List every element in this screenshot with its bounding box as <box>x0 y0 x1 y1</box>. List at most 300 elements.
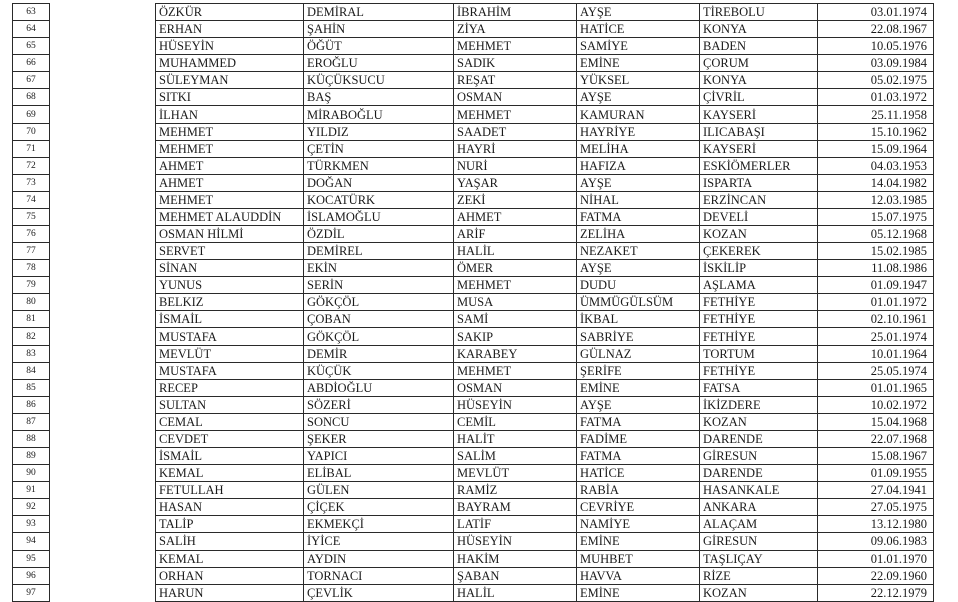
first-name-cell: TALİP <box>156 516 304 533</box>
row-number-cell: 86 <box>13 396 50 413</box>
first-name-cell: KEMAL <box>156 465 304 482</box>
father-name-cell: SAKIP <box>454 328 577 345</box>
father-name-cell: HÜSEYİN <box>454 533 577 550</box>
birthplace-cell: GİRESUN <box>700 448 818 465</box>
father-name-cell: İBRAHİM <box>454 4 577 21</box>
birthplace-cell: ESKİÖMERLER <box>700 157 818 174</box>
row-number-row <box>13 277 50 294</box>
mother-name-cell: SAMİYE <box>577 38 700 55</box>
table-row <box>156 430 934 447</box>
first-name-cell: İSMAİL <box>156 311 304 328</box>
first-name-cell: YUNUS <box>156 277 304 294</box>
father-name-cell: OSMAN <box>454 379 577 396</box>
surname-cell: DEMİR <box>304 345 454 362</box>
row-number-row <box>13 226 50 243</box>
surname-cell: GÖKÇÖL <box>304 294 454 311</box>
row-number-row <box>13 567 50 584</box>
table-row <box>156 208 934 225</box>
birthplace-cell: KONYA <box>700 72 818 89</box>
row-number-body <box>13 4 50 602</box>
first-name-cell: MUSTAFA <box>156 328 304 345</box>
father-name-cell: SALİM <box>454 448 577 465</box>
mother-name-cell: MUHBET <box>577 550 700 567</box>
birthdate-cell: 13.12.1980 <box>818 516 934 533</box>
birthplace-cell: KOZAN <box>700 226 818 243</box>
birthplace-cell: KOZAN <box>700 584 818 601</box>
row-number-row <box>13 38 50 55</box>
first-name-cell: MEHMET <box>156 191 304 208</box>
table-row <box>156 311 934 328</box>
person-table-body <box>156 4 934 602</box>
table-row <box>156 123 934 140</box>
row-number-cell: 63 <box>13 4 50 21</box>
birthdate-cell: 01.01.1972 <box>818 294 934 311</box>
first-name-cell: BELKIZ <box>156 294 304 311</box>
mother-name-cell: ŞERİFE <box>577 362 700 379</box>
surname-cell: AYDIN <box>304 550 454 567</box>
birthplace-cell: AŞLAMA <box>700 277 818 294</box>
father-name-cell: HALİL <box>454 584 577 601</box>
first-name-cell: FETULLAH <box>156 482 304 499</box>
table-row <box>156 533 934 550</box>
birthdate-cell: 15.04.1968 <box>818 413 934 430</box>
table-row <box>156 89 934 106</box>
row-number-row <box>13 430 50 447</box>
mother-name-cell: EMİNE <box>577 533 700 550</box>
row-number-cell: 79 <box>13 277 50 294</box>
surname-cell: ABDİOĞLU <box>304 379 454 396</box>
first-name-cell: ERHAN <box>156 21 304 38</box>
father-name-cell: CEMİL <box>454 413 577 430</box>
birthplace-cell: FETHİYE <box>700 328 818 345</box>
row-number-column <box>12 3 50 602</box>
birthplace-cell: RİZE <box>700 567 818 584</box>
birthplace-cell: ÇEKEREK <box>700 243 818 260</box>
birthplace-cell: HASANKALE <box>700 482 818 499</box>
row-number-cell: 72 <box>13 157 50 174</box>
birthdate-cell: 14.04.1982 <box>818 174 934 191</box>
row-number-row <box>13 72 50 89</box>
birthplace-cell: BADEN <box>700 38 818 55</box>
surname-cell: SÖZERİ <box>304 396 454 413</box>
surname-cell: ŞAHİN <box>304 21 454 38</box>
birthplace-cell: GİRESUN <box>700 533 818 550</box>
surname-cell: YAPICI <box>304 448 454 465</box>
row-number-cell: 88 <box>13 430 50 447</box>
row-number-cell: 71 <box>13 140 50 157</box>
birthdate-cell: 22.08.1967 <box>818 21 934 38</box>
mother-name-cell: HAFIZA <box>577 157 700 174</box>
person-table <box>155 3 934 602</box>
surname-cell: GÜLEN <box>304 482 454 499</box>
first-name-cell: SÜLEYMAN <box>156 72 304 89</box>
row-number-row <box>13 396 50 413</box>
birthplace-cell: ÇİVRİL <box>700 89 818 106</box>
surname-cell: ŞEKER <box>304 430 454 447</box>
father-name-cell: BAYRAM <box>454 499 577 516</box>
row-number-row <box>13 311 50 328</box>
birthplace-cell: TİREBOLU <box>700 4 818 21</box>
row-number-row <box>13 413 50 430</box>
birthdate-cell: 22.07.1968 <box>818 430 934 447</box>
first-name-cell: AHMET <box>156 174 304 191</box>
father-name-cell: SAMİ <box>454 311 577 328</box>
table-row <box>156 157 934 174</box>
mother-name-cell: AYŞE <box>577 4 700 21</box>
table-row <box>156 516 934 533</box>
birthdate-cell: 15.02.1985 <box>818 243 934 260</box>
row-number-cell: 81 <box>13 311 50 328</box>
surname-cell: ELİBAL <box>304 465 454 482</box>
birthplace-cell: DEVELİ <box>700 208 818 225</box>
surname-cell: EROĞLU <box>304 55 454 72</box>
birthplace-cell: KAYSERİ <box>700 140 818 157</box>
table-row <box>156 191 934 208</box>
father-name-cell: SAADET <box>454 123 577 140</box>
row-number-cell: 65 <box>13 38 50 55</box>
father-name-cell: HALİT <box>454 430 577 447</box>
row-number-row <box>13 243 50 260</box>
first-name-cell: MUHAMMED <box>156 55 304 72</box>
row-number-row <box>13 21 50 38</box>
table-row <box>156 21 934 38</box>
row-number-cell: 87 <box>13 413 50 430</box>
birthdate-cell: 15.09.1964 <box>818 140 934 157</box>
row-number-cell: 64 <box>13 21 50 38</box>
birthplace-cell: TORTUM <box>700 345 818 362</box>
mother-name-cell: FATMA <box>577 448 700 465</box>
surname-cell: MİRABOĞLU <box>304 106 454 123</box>
table-row <box>156 294 934 311</box>
surname-cell: ÇOBAN <box>304 311 454 328</box>
first-name-cell: CEMAL <box>156 413 304 430</box>
birthdate-cell: 12.03.1985 <box>818 191 934 208</box>
mother-name-cell: SABRİYE <box>577 328 700 345</box>
row-number-cell: 84 <box>13 362 50 379</box>
birthplace-cell: ILICABAŞI <box>700 123 818 140</box>
row-number-row <box>13 533 50 550</box>
father-name-cell: HALİL <box>454 243 577 260</box>
row-number-cell: 67 <box>13 72 50 89</box>
row-number-row <box>13 465 50 482</box>
birthplace-cell: TAŞLIÇAY <box>700 550 818 567</box>
birthplace-cell: ISPARTA <box>700 174 818 191</box>
first-name-cell: İLHAN <box>156 106 304 123</box>
father-name-cell: MEHMET <box>454 106 577 123</box>
mother-name-cell: KAMURAN <box>577 106 700 123</box>
birthplace-cell: ANKARA <box>700 499 818 516</box>
birthplace-cell: KONYA <box>700 21 818 38</box>
row-number-row <box>13 55 50 72</box>
table-row <box>156 413 934 430</box>
birthplace-cell: ERZİNCAN <box>700 191 818 208</box>
surname-cell: ÖZDİL <box>304 226 454 243</box>
father-name-cell: MEHMET <box>454 277 577 294</box>
first-name-cell: MEHMET <box>156 123 304 140</box>
row-number-cell: 96 <box>13 567 50 584</box>
father-name-cell: ZEKİ <box>454 191 577 208</box>
row-number-row <box>13 550 50 567</box>
row-number-row <box>13 482 50 499</box>
row-number-row <box>13 584 50 601</box>
surname-cell: SONCU <box>304 413 454 430</box>
mother-name-cell: FATMA <box>577 208 700 225</box>
row-number-cell: 97 <box>13 584 50 601</box>
first-name-cell: OSMAN HİLMİ <box>156 226 304 243</box>
birthdate-cell: 01.01.1965 <box>818 379 934 396</box>
father-name-cell: MEHMET <box>454 362 577 379</box>
birthplace-cell: İKİZDERE <box>700 396 818 413</box>
mother-name-cell: AYŞE <box>577 174 700 191</box>
mother-name-cell: EMİNE <box>577 584 700 601</box>
mother-name-cell: GÜLNAZ <box>577 345 700 362</box>
father-name-cell: MEVLÜT <box>454 465 577 482</box>
row-number-cell: 93 <box>13 516 50 533</box>
row-number-row <box>13 328 50 345</box>
table-row <box>156 465 934 482</box>
birthdate-cell: 15.10.1962 <box>818 123 934 140</box>
first-name-cell: RECEP <box>156 379 304 396</box>
birthdate-cell: 25.05.1974 <box>818 362 934 379</box>
row-number-cell: 68 <box>13 89 50 106</box>
mother-name-cell: HATİCE <box>577 21 700 38</box>
first-name-cell: ORHAN <box>156 567 304 584</box>
first-name-cell: HARUN <box>156 584 304 601</box>
birthdate-cell: 11.08.1986 <box>818 260 934 277</box>
row-number-row <box>13 4 50 21</box>
mother-name-cell: MELİHA <box>577 140 700 157</box>
surname-cell: EKİN <box>304 260 454 277</box>
table-row <box>156 379 934 396</box>
father-name-cell: MEHMET <box>454 38 577 55</box>
row-number-row <box>13 106 50 123</box>
row-number-cell: 94 <box>13 533 50 550</box>
mother-name-cell: AYŞE <box>577 260 700 277</box>
table-row <box>156 362 934 379</box>
table-row <box>156 328 934 345</box>
table-row <box>156 55 934 72</box>
father-name-cell: HÜSEYİN <box>454 396 577 413</box>
birthplace-cell: KAYSERİ <box>700 106 818 123</box>
first-name-cell: KEMAL <box>156 550 304 567</box>
row-number-row <box>13 379 50 396</box>
row-number-cell: 73 <box>13 174 50 191</box>
row-number-row <box>13 174 50 191</box>
father-name-cell: ÖMER <box>454 260 577 277</box>
birthdate-cell: 15.07.1975 <box>818 208 934 225</box>
table-row <box>156 482 934 499</box>
row-number-cell: 77 <box>13 243 50 260</box>
mother-name-cell: CEVRİYE <box>577 499 700 516</box>
row-number-cell: 70 <box>13 123 50 140</box>
birthplace-cell: DARENDE <box>700 430 818 447</box>
table-row <box>156 345 934 362</box>
row-number-row <box>13 123 50 140</box>
surname-cell: KOCATÜRK <box>304 191 454 208</box>
row-number-cell: 75 <box>13 208 50 225</box>
first-name-cell: SULTAN <box>156 396 304 413</box>
row-number-cell: 85 <box>13 379 50 396</box>
mother-name-cell: NEZAKET <box>577 243 700 260</box>
birthdate-cell: 25.11.1958 <box>818 106 934 123</box>
first-name-cell: İSMAİL <box>156 448 304 465</box>
surname-cell: TÜRKMEN <box>304 157 454 174</box>
first-name-cell: ÖZKÜR <box>156 4 304 21</box>
birthdate-cell: 02.10.1961 <box>818 311 934 328</box>
birthplace-cell: ALAÇAM <box>700 516 818 533</box>
surname-cell: BAŞ <box>304 89 454 106</box>
mother-name-cell: RABİA <box>577 482 700 499</box>
first-name-cell: MEHMET <box>156 140 304 157</box>
surname-cell: KÜÇÜK <box>304 362 454 379</box>
birthdate-cell: 15.08.1967 <box>818 448 934 465</box>
surname-cell: ÇİÇEK <box>304 499 454 516</box>
birthdate-cell: 03.01.1974 <box>818 4 934 21</box>
mother-name-cell: HATİCE <box>577 465 700 482</box>
father-name-cell: YAŞAR <box>454 174 577 191</box>
row-number-cell: 90 <box>13 465 50 482</box>
birthdate-cell: 01.09.1955 <box>818 465 934 482</box>
table-row <box>156 243 934 260</box>
table-row <box>156 260 934 277</box>
first-name-cell: SERVET <box>156 243 304 260</box>
surname-cell: İSLAMOĞLU <box>304 208 454 225</box>
father-name-cell: HAYRİ <box>454 140 577 157</box>
surname-cell: ÇETİN <box>304 140 454 157</box>
birthdate-cell: 05.02.1975 <box>818 72 934 89</box>
birthdate-cell: 27.05.1975 <box>818 499 934 516</box>
row-number-cell: 66 <box>13 55 50 72</box>
table-row <box>156 396 934 413</box>
row-number-cell: 82 <box>13 328 50 345</box>
birthdate-cell: 22.12.1979 <box>818 584 934 601</box>
table-row <box>156 499 934 516</box>
table-row <box>156 226 934 243</box>
birthplace-cell: FETHİYE <box>700 362 818 379</box>
birthdate-cell: 27.04.1941 <box>818 482 934 499</box>
father-name-cell: NURİ <box>454 157 577 174</box>
father-name-cell: LATİF <box>454 516 577 533</box>
father-name-cell: ARİF <box>454 226 577 243</box>
row-number-row <box>13 362 50 379</box>
birthdate-cell: 03.09.1984 <box>818 55 934 72</box>
father-name-cell: KARABEY <box>454 345 577 362</box>
surname-cell: YILDIZ <box>304 123 454 140</box>
mother-name-cell: EMİNE <box>577 379 700 396</box>
row-number-row <box>13 260 50 277</box>
birthplace-cell: FETHİYE <box>700 294 818 311</box>
table-row <box>156 38 934 55</box>
birthdate-cell: 01.03.1972 <box>818 89 934 106</box>
father-name-cell: AHMET <box>454 208 577 225</box>
birthplace-cell: FETHİYE <box>700 311 818 328</box>
surname-cell: DOĞAN <box>304 174 454 191</box>
birthplace-cell: KOZAN <box>700 413 818 430</box>
father-name-cell: REŞAT <box>454 72 577 89</box>
mother-name-cell: HAVVA <box>577 567 700 584</box>
father-name-cell: MUSA <box>454 294 577 311</box>
surname-cell: KÜÇÜKSUCU <box>304 72 454 89</box>
table-row <box>156 140 934 157</box>
row-number-row <box>13 448 50 465</box>
surname-cell: SERİN <box>304 277 454 294</box>
table-row <box>156 550 934 567</box>
first-name-cell: HÜSEYİN <box>156 38 304 55</box>
birthdate-cell: 25.01.1974 <box>818 328 934 345</box>
row-number-cell: 89 <box>13 448 50 465</box>
mother-name-cell: İKBAL <box>577 311 700 328</box>
birthdate-cell: 10.02.1972 <box>818 396 934 413</box>
row-number-row <box>13 191 50 208</box>
surname-cell: İYİCE <box>304 533 454 550</box>
first-name-cell: MUSTAFA <box>156 362 304 379</box>
row-number-cell: 83 <box>13 345 50 362</box>
birthdate-cell: 09.06.1983 <box>818 533 934 550</box>
birthplace-cell: ÇORUM <box>700 55 818 72</box>
surname-cell: ÖĞÜT <box>304 38 454 55</box>
row-number-cell: 74 <box>13 191 50 208</box>
mother-name-cell: ZELİHA <box>577 226 700 243</box>
row-number-cell: 95 <box>13 550 50 567</box>
row-number-row <box>13 499 50 516</box>
father-name-cell: ZİYA <box>454 21 577 38</box>
first-name-cell: MEHMET ALAUDDİN <box>156 208 304 225</box>
row-number-row <box>13 516 50 533</box>
mother-name-cell: FADİME <box>577 430 700 447</box>
row-number-row <box>13 157 50 174</box>
mother-name-cell: EMİNE <box>577 55 700 72</box>
table-row <box>156 4 934 21</box>
birthdate-cell: 01.01.1970 <box>818 550 934 567</box>
father-name-cell: RAMİZ <box>454 482 577 499</box>
row-number-row <box>13 294 50 311</box>
row-number-cell: 91 <box>13 482 50 499</box>
row-number-row <box>13 208 50 225</box>
row-number-cell: 78 <box>13 260 50 277</box>
table-row <box>156 567 934 584</box>
row-number-cell: 69 <box>13 106 50 123</box>
father-name-cell: HAKİM <box>454 550 577 567</box>
surname-cell: DEMİREL <box>304 243 454 260</box>
mother-name-cell: DUDU <box>577 277 700 294</box>
row-number-cell: 76 <box>13 226 50 243</box>
table-row <box>156 584 934 601</box>
mother-name-cell: HAYRİYE <box>577 123 700 140</box>
birthdate-cell: 22.09.1960 <box>818 567 934 584</box>
row-number-row <box>13 140 50 157</box>
table-row <box>156 72 934 89</box>
first-name-cell: HASAN <box>156 499 304 516</box>
birthplace-cell: FATSA <box>700 379 818 396</box>
birthdate-cell: 04.03.1953 <box>818 157 934 174</box>
row-number-cell: 92 <box>13 499 50 516</box>
table-row <box>156 174 934 191</box>
mother-name-cell: AYŞE <box>577 89 700 106</box>
birthdate-cell: 01.09.1947 <box>818 277 934 294</box>
mother-name-cell: ÜMMÜGÜLSÜM <box>577 294 700 311</box>
mother-name-cell: NİHAL <box>577 191 700 208</box>
surname-cell: TORNACI <box>304 567 454 584</box>
first-name-cell: AHMET <box>156 157 304 174</box>
father-name-cell: ŞABAN <box>454 567 577 584</box>
father-name-cell: SADIK <box>454 55 577 72</box>
surname-cell: GÖKÇÖL <box>304 328 454 345</box>
first-name-cell: CEVDET <box>156 430 304 447</box>
father-name-cell: OSMAN <box>454 89 577 106</box>
surname-cell: EKMEKÇİ <box>304 516 454 533</box>
table-row <box>156 448 934 465</box>
birthdate-cell: 10.05.1976 <box>818 38 934 55</box>
